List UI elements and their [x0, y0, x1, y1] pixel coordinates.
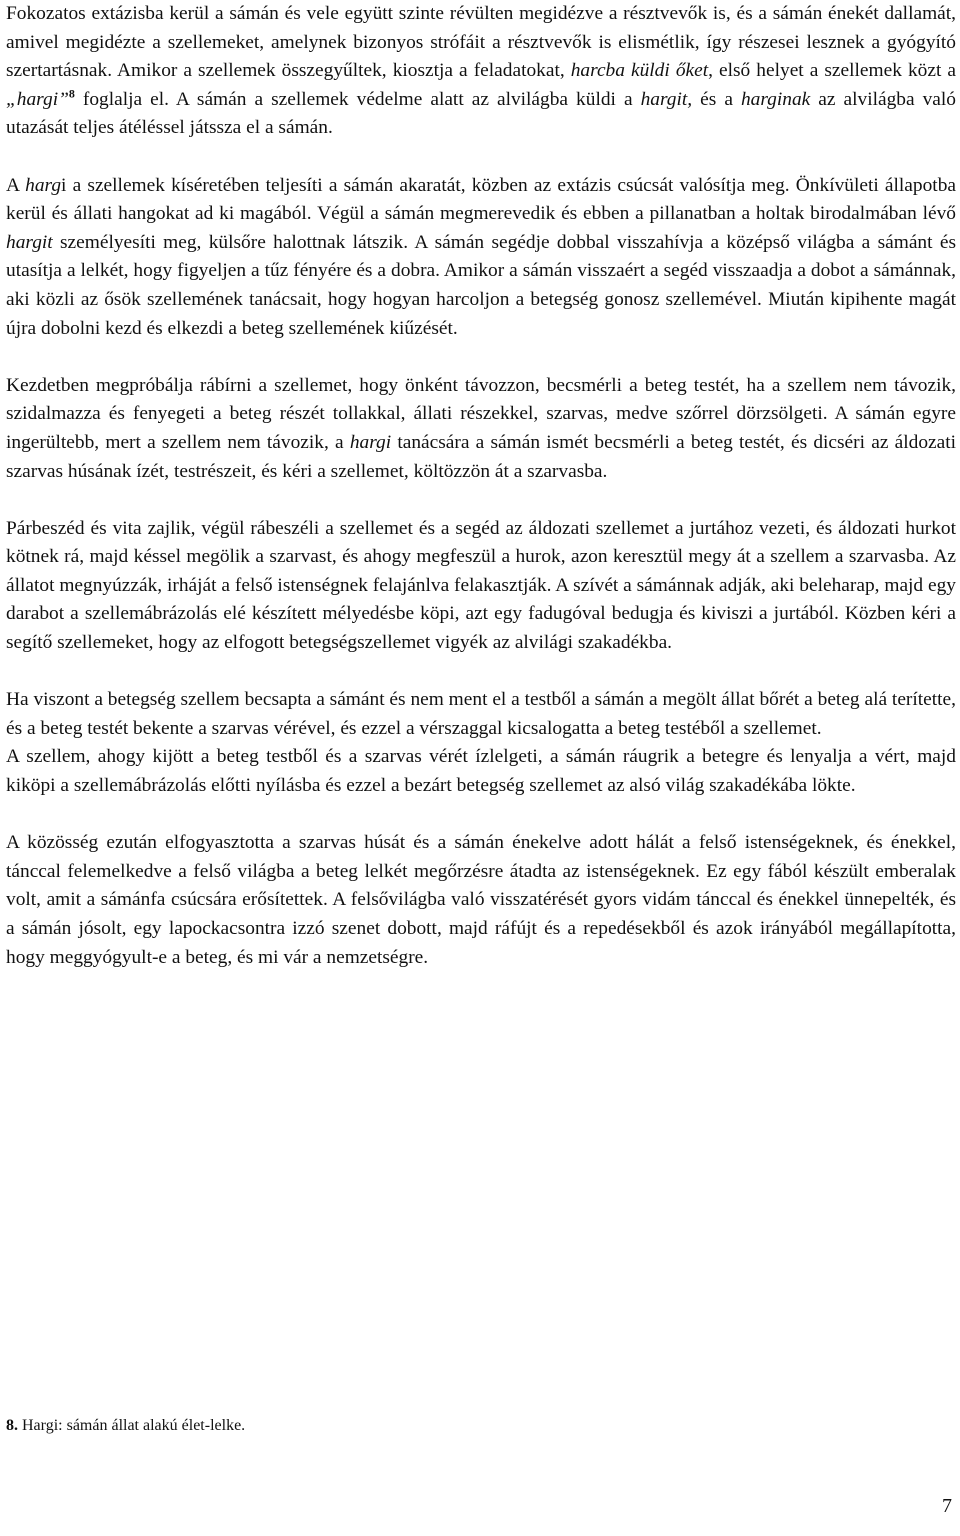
text-run: i a szellemek kíséretében teljesíti a sámán akaratát, közben az extázis csúcsát valósítja meg. Önkívületi állapotba kerül és állati hangokat ad ki magából. Végül a sámán megmerevedik és ebben a pillanatban a holtak birodalmában lévő — [6, 174, 956, 225]
text-run: tanácsára a sámán ismét becsmérli a beteg testét, és dicséri az áldozati szarvas húsának ízét, testrészeit, és kéri a szellemet, költözzön át a szarvasba. — [6, 431, 956, 482]
italic-text: harg — [25, 174, 62, 196]
text-run: Fokozatos extázisba kerül a sámán és vele együtt szinte révülten megidézve a résztvevők is, és a sámán énekét dallamát, amivel megidézte a szellemeket, amelynek bizonyos strófáit a résztvevők is elismétlik, így részesei lesznek a gyógyító szertartásnak. Amikor a szellemek összegyűltek, kiosztja a feladatokat, — [6, 3, 956, 82]
footnote-number: 8. — [6, 1417, 18, 1434]
italic-text: hargit, — [640, 88, 693, 110]
page-number: 7 — [942, 1495, 952, 1517]
paragraph-4 — [6, 515, 956, 658]
paragraph-5 — [6, 686, 956, 743]
italic-text: hargi — [349, 431, 392, 453]
text-run: és a — [692, 88, 741, 110]
text-run: Párbeszéd és vita zajlik, végül rábeszéli a szellemet és a segéd az áldozati szellemet a jurtához vezeti, és áldozati hurkot kötnek rá, majd késsel megölik a szarvast, és ahogy megfeszül a hurok, azon keresztül megy át a szellem a szarvasba. Az állatot megnyúzzák, irháját a felső istenségnek felajánlva felakasztják. A szívét a sámánnak adják, aki beleharap, majd egy darabot a szellemábrázolás elé készített mélyedésbe köpi, azt egy fadugóval bedugja és kiviszi a jurtából. Közben kéri a segítő szellemeket, hogy az elfogott betegségszellemet vigyék az alvilági szakadékba. — [6, 517, 956, 654]
footnote-ref: 8 — [68, 86, 75, 101]
text-run: A — [6, 174, 26, 196]
text-run: az alvilágba való utazását teljes átéléssel játssza el a sámán. — [6, 88, 956, 139]
text-run: A szellem, ahogy kijött a beteg testből és a szarvas vérét ízlelgeti, a sámán ráugrik a betegre és lenyalja a vért, majd kiköpi a szellemábrázolás előtti nyílásba és ezzel a bezárt betegség szellemet az alsó világ szakadékába lökte. — [6, 746, 956, 797]
paragraph-2 — [6, 172, 956, 344]
footnote-text: Hargi: sámán állat alakú élet-lelke. — [18, 1417, 246, 1434]
italic-text: harcba küldi őket — [570, 60, 709, 82]
paragraph-6 — [6, 743, 956, 800]
italic-text: harginak — [740, 88, 811, 110]
text-run: Ha viszont a betegség szellem becsapta a sámánt és nem ment el a testből a sámán a megölt állat bőrét a beteg alá terítette, és a beteg testét bekente a szarvas vérével, és ezzel a vérszaggal kicsalogatta a beteg testéből a szellemet. — [6, 689, 956, 739]
paragraph-3 — [6, 372, 956, 486]
body-text — [6, 0, 956, 972]
italic-text: hargit — [6, 231, 53, 253]
paragraph-1 — [6, 0, 956, 143]
text-run: foglalja el. A sámán a szellemek védelme alatt az alvilágba küldi a — [74, 88, 641, 110]
text-run: Kezdetben megpróbálja rábírni a szellemet, hogy önként távozzon, becsmérli a beteg testét, ha a szellem nem távozik, szidalmazza és fenyegeti a beteg részét tollakkal, állati részekkel, szarvas, medve szőrrel dörzsölgeti. A sámán egyre ingerültebb, mert a szellem nem távozik, a — [6, 374, 956, 453]
paragraph-7 — [6, 829, 956, 972]
footnote — [6, 1414, 906, 1438]
text-run: személyesíti meg, külsőre halottnak látszik. A sámán segédje dobbal visszahívja a középső világba a sámánt és utasítja a lelkét, hogy figyeljen a tűz fényére és a dobra. Amikor a sámán visszaért a segéd visszaadja a dobot a sámánnak, aki közli az ősök szellemének tanácsait, hogy hogyan harcoljon a betegség gonosz szellemével. Miután kipihente magát újra dobolni kezd és elkezdi a beteg szellemének kiűzését. — [6, 231, 956, 339]
text-run: A közösség ezután elfogyasztotta a szarvas húsát és a sámán énekelve adott hálát a felső istenségeknek, és énekkel, tánccal felemelkedve a felső világba a beteg lelkét megőrzésre átadta az istenségeknek. Ez egy fából készült emberalak volt, amit a sámánfa csúcsára erősítettek. A felsővilágba való visszatérését gyors vidám tánccal és énekkel ünnepelték, és a sámán jósolt, egy lapockacsontra izzó szenet dobott, majd ráfújt és a repedésekből és azok irányából megállapította, hogy meggyógyult-e a beteg, és mi vár a nemzetségre. — [6, 832, 956, 968]
text-run: , első helyet a szellemek közt a — [708, 60, 957, 82]
italic-text: „hargi” — [6, 88, 69, 110]
